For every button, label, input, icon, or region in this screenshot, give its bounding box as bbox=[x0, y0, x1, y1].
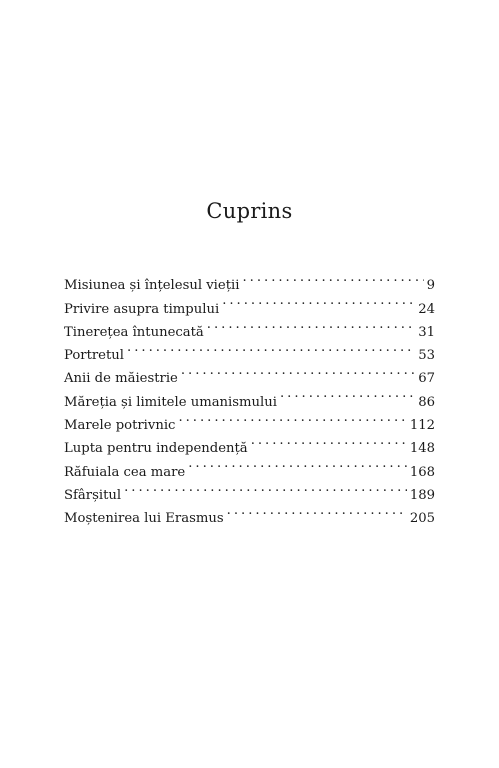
table-of-contents bbox=[64, 266, 435, 527]
toc-entry-page: 189 bbox=[407, 484, 435, 507]
dot-leader bbox=[280, 382, 415, 405]
toc-entry-page: 205 bbox=[407, 507, 435, 530]
toc-entry-page: 9 bbox=[424, 274, 435, 297]
dot-leader bbox=[251, 429, 407, 452]
dot-leader bbox=[178, 406, 406, 429]
dot-leader bbox=[242, 266, 423, 289]
toc-entry-title: Anii de măiestrie bbox=[64, 371, 178, 387]
page-title: Cuprins bbox=[206, 199, 293, 223]
toc-entry-page: 31 bbox=[415, 321, 435, 344]
toc-entry-page: 24 bbox=[415, 298, 435, 321]
toc-entry-page: 148 bbox=[407, 437, 435, 460]
dot-leader bbox=[222, 289, 415, 312]
dot-leader bbox=[207, 313, 415, 336]
dot-leader bbox=[127, 336, 415, 359]
dot-leader bbox=[227, 499, 407, 522]
dot-leader bbox=[188, 452, 407, 475]
toc-entry bbox=[64, 266, 435, 294]
toc-entry-title: Răfuiala cea mare bbox=[64, 464, 186, 480]
toc-entry-page: 67 bbox=[415, 367, 435, 390]
toc-entry-title: Marele potrivnic bbox=[64, 418, 176, 434]
toc-entry-page: 168 bbox=[407, 461, 435, 484]
toc-entry-title: Măreția și limitele umanismului bbox=[64, 394, 277, 410]
toc-entry-title: Portretul bbox=[64, 348, 125, 364]
toc-entry-page: 86 bbox=[415, 391, 435, 414]
toc-entry-title: Sfârșitul bbox=[64, 487, 122, 503]
toc-entry-title: Moștenirea lui Erasmus bbox=[64, 511, 224, 527]
toc-entry-title: Misiunea și înțelesul vieții bbox=[64, 278, 240, 294]
dot-leader bbox=[124, 476, 407, 499]
dot-leader bbox=[181, 359, 415, 382]
toc-entry-page: 112 bbox=[407, 414, 435, 437]
toc-entry-title: Lupta pentru independență bbox=[64, 441, 248, 457]
toc-entry-title: Tinerețea întunecată bbox=[64, 324, 204, 340]
toc-entry-title: Privire asupra timpului bbox=[64, 301, 220, 317]
toc-entry-page: 53 bbox=[415, 344, 435, 367]
